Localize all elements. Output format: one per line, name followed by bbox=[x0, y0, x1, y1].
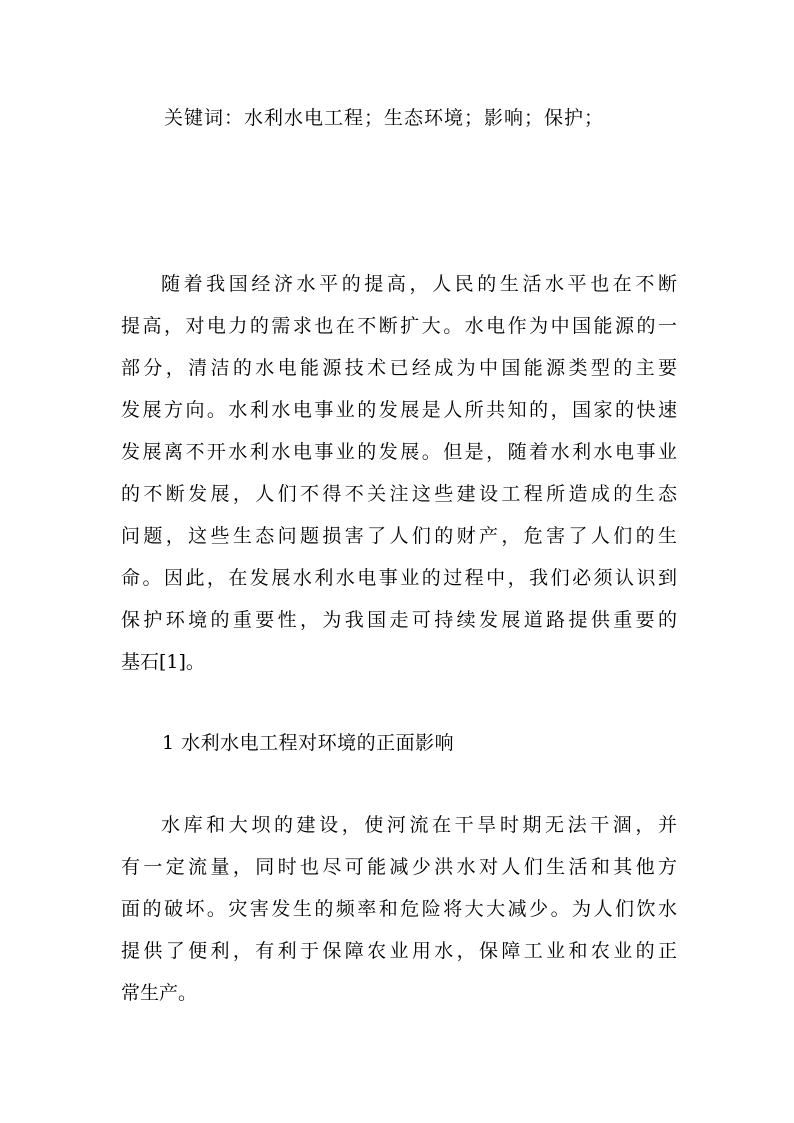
paragraph-line: 发展方向。水利水电事业的发展是人所共知的，国家的快速 bbox=[121, 399, 677, 421]
paragraph-line: 的不断发展，人们不得不关注这些建设工程所造成的生态 bbox=[121, 483, 677, 505]
keywords-line: 关键词：水利水电工程；生态环境；影响；保护； bbox=[164, 107, 605, 129]
paragraph-line: 有一定流量，同时也尽可能减少洪水对人们生活和其他方 bbox=[121, 856, 677, 878]
paragraph-line: 命。因此，在发展水利水电事业的过程中，我们必须认识到 bbox=[121, 567, 677, 589]
section-paragraph bbox=[121, 804, 677, 1014]
section-heading: 1 水利水电工程对环境的正面影响 bbox=[162, 732, 455, 754]
paragraph-line: 问题，这些生态问题损害了人们的财产，危害了人们的生 bbox=[121, 525, 677, 547]
paragraph-line: 面的破坏。灾害发生的频率和危险将大大减少。为人们饮水 bbox=[121, 898, 677, 920]
paragraph-line: 基石[1]。 bbox=[121, 651, 205, 673]
paragraph-line: 提供了便利，有利于保障农业用水，保障工业和农业的正 bbox=[121, 940, 677, 962]
paragraph-line: 随着我国经济水平的提高，人民的生活水平也在不断 bbox=[161, 273, 677, 295]
paragraph-line: 发展离不开水利水电事业的发展。但是，随着水利水电事业 bbox=[121, 441, 677, 463]
paragraph-line: 水库和大坝的建设，使河流在干旱时期无法干涸，并 bbox=[161, 814, 677, 836]
intro-paragraph bbox=[121, 263, 677, 683]
paragraph-line: 部分，清洁的水电能源技术已经成为中国能源类型的主要 bbox=[121, 357, 677, 379]
paragraph-line: 常生产。 bbox=[121, 982, 198, 1004]
paragraph-line: 保护环境的重要性，为我国走可持续发展道路提供重要的 bbox=[121, 609, 677, 631]
paragraph-line: 提高，对电力的需求也在不断扩大。水电作为中国能源的一 bbox=[121, 315, 677, 337]
